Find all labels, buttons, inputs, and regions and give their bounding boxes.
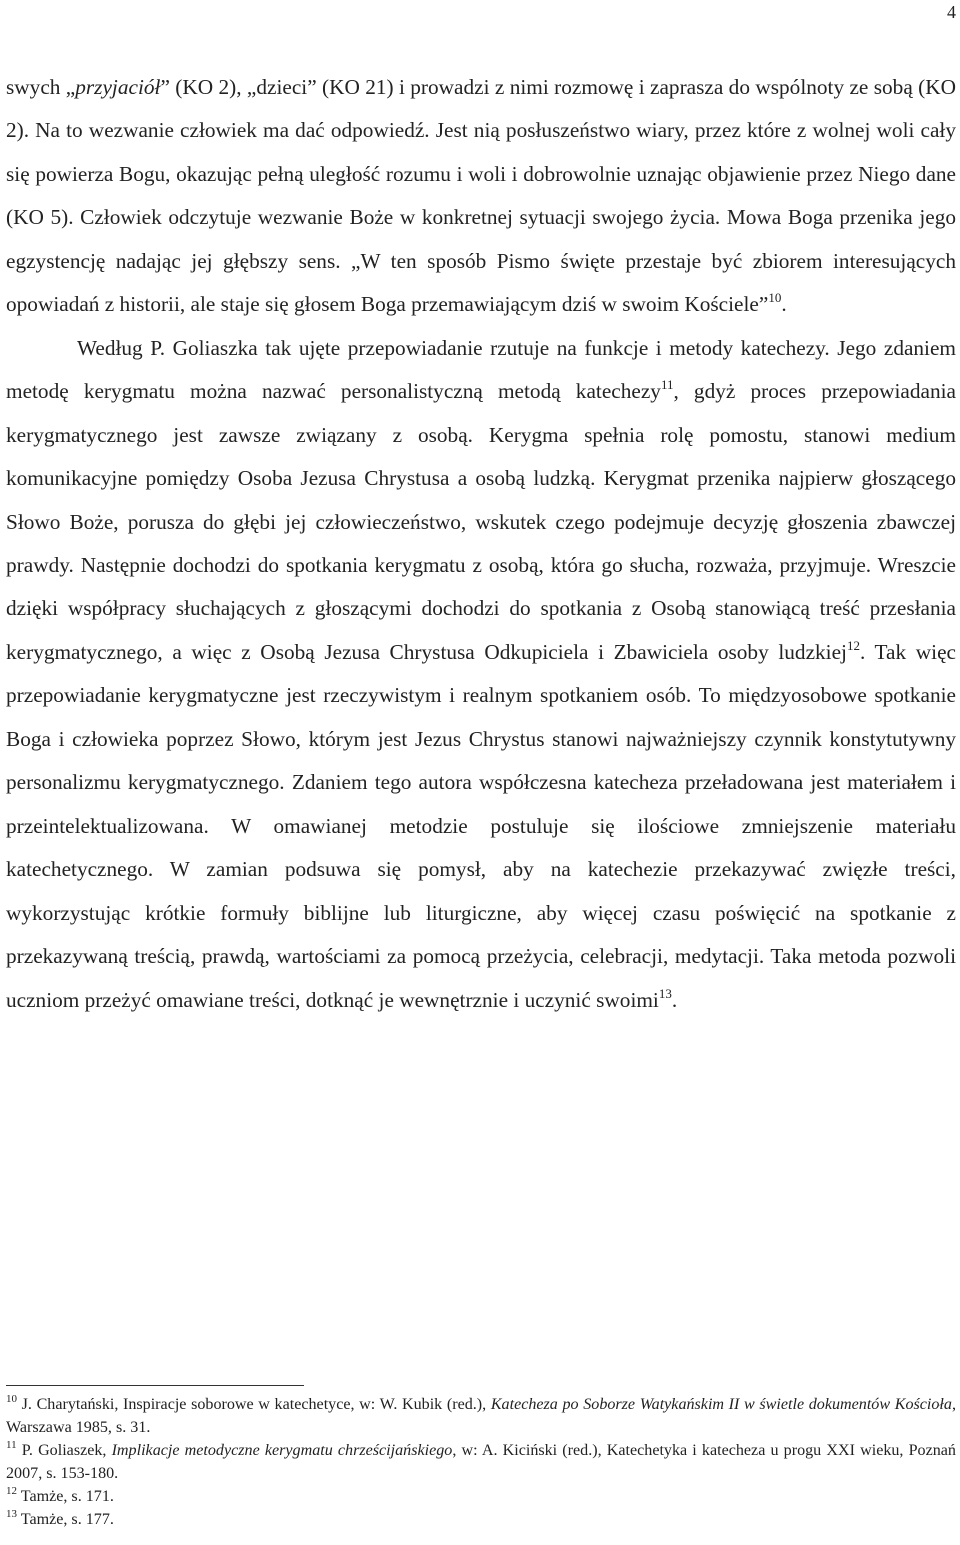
footnote-13 (6, 1509, 956, 1532)
paragraph-2 (6, 327, 956, 1022)
footnote-ref-13: 13 (658, 985, 672, 1001)
footnote-text: , Warszawa 1985, s. 31. (6, 1396, 956, 1436)
footnote-11 (6, 1440, 956, 1486)
text-run: ” (KO 2), „dzieci” (KO 21) i prowadzi z nimi rozmowę i zaprasza do wspólnoty ze sobą (KO 2). Na to wezwanie człowiek ma dać odpowiedź. Jest nią posłuszeństwo wiary, przez które z wolnej woli cały się powierza Bogu, okazując pełną uległość rozumu i woli i dobrowolnie uznając objawienie przez Niego dane (KO 5). Człowiek odczytuje wezwanie Boże w konkretnej sytuacji swojego życia. Mowa Boga przenika jego egzystencję nadając jej głębszy sens. „W ten sposób Pismo święte przestaje być zbiorem interesujących opowiadań z historii, ale staje się głosem Boga przemawiającym dziś w swoim Kościele” (6, 75, 956, 317)
text-run: . (781, 292, 787, 317)
footnote-text: P. Goliaszek, (21, 1441, 112, 1459)
body-text (6, 66, 956, 1022)
footnote-ref-10: 10 (768, 290, 782, 306)
footnote-number: 11 (6, 1438, 17, 1451)
footnote-ref-12: 12 (846, 637, 860, 653)
footnote-10 (6, 1394, 956, 1440)
footnote-text: Tamże, s. 171. (20, 1487, 114, 1505)
footnote-italic: Implikacje metodyczne kerygmatu chrześcijańskiego (111, 1441, 453, 1459)
footnote-separator (6, 1385, 304, 1386)
footnote-number: 13 (6, 1507, 17, 1520)
paragraph-1 (6, 66, 956, 327)
text-run: , gdyż proces przepowiadania kerygmatycznego jest zawsze związany z osobą. Kerygma spełnia rolę pomostu, stanowi medium komunikacyjne pomiędzy Osoba Jezusa Chrystusa a osobą ludzką. Kerygmat przenika najpierw głoszącego Słowo Boże, porusza do głębi jej człowieczeństwo, wskutek czego podejmuje decyzję głoszenia zbawczej prawdy. Następnie dochodzi do spotkania kerygmatu z osobą, która go słucha, rozważa, przyjmuje. Wreszcie dzięki współpracy słuchających z głoszącymi dochodzi do spotkania z Osobą stanowiącą treść przesłania kerygmatycznego, a więc z Osobą Jezusa Chrystusa Odkupiciela i Zbawiciela osoby ludzkiej (6, 379, 956, 664)
footnote-number: 12 (6, 1484, 17, 1497)
footnote-number: 10 (6, 1393, 17, 1405)
footnote-italic: Katecheza po Soborze Watykańskim II w świetle dokumentów Kościoła (490, 1396, 952, 1413)
footnote-text: , w: A. Kiciński (red.), Katechetyka i katecheza u progu XXI wieku, Poznań 2007, s. 153-180. (6, 1441, 956, 1482)
text-run: . Tak więc przepowiadanie kerygmatyczne jest rzeczywistym i realnym spotkaniem osób. To międzyosobowe spotkanie Boga i człowieka poprzez Słowo, którym jest Jezus Chrystus stanowi najważniejszy czynnik konstytutywny personalizmu kerygmatycznego. Zdaniem tego autora współczesna katecheza przeładowana jest materiałem i przeintelektualizowana. W omawianej metodzie postuluje się ilościowe zmniejszenie materiału katechetycznego. W zamian podsuwa się pomysł, aby na katechezie przekazywać zwięzłe treści, wykorzystując krótkie formuły biblijne lub liturgiczne, aby więcej czasu poświęcić na spotkanie z przekazywaną treścią, prawdą, wartościami za pomocą przeżycia, celebracji, medytacji. Taka metoda pozwoli uczniom przeżyć omawiane treści, dotknąć je wewnętrznie i uczynić swoimi (6, 639, 956, 1012)
text-run: swych „ (6, 75, 76, 99)
text-run: . (671, 987, 678, 1012)
page-number: 4 (947, 2, 956, 22)
footnote-text: J. Charytański, Inspiracje soborowe w katechetyce, w: W. Kubik (red.), (21, 1396, 491, 1413)
footnote-text: Tamże, s. 177. (20, 1510, 114, 1528)
footnote-ref-11: 11 (660, 377, 674, 393)
footnotes (6, 1394, 956, 1531)
footnote-12 (6, 1486, 956, 1509)
italic-text: przyjaciół (75, 75, 161, 99)
text-run: Według P. Goliaszka tak ujęte przepowiadanie rzutuje na funkcje i metody katechezy. Jego zdaniem metodę kerygmatu można nazwać personalistyczną metodą katechezy (6, 335, 956, 404)
